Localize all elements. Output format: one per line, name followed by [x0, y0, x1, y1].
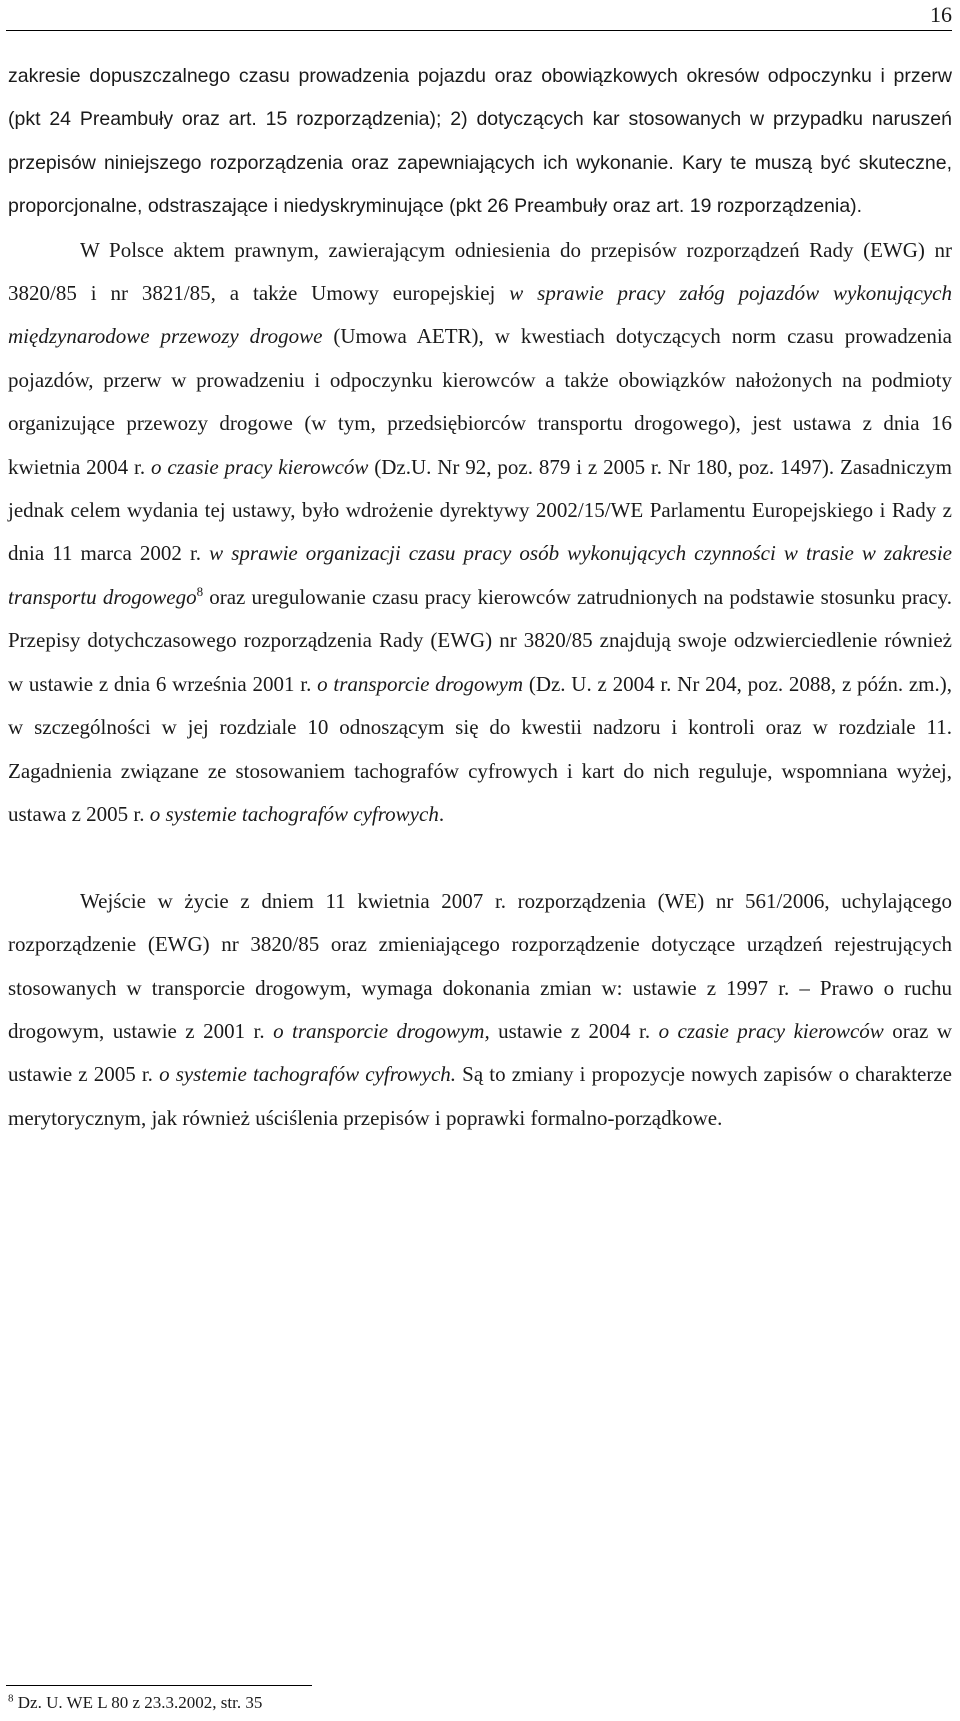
- italic-title: w sprawie pracy załóg pojazdów wykonujących międzynarodowe przewozy drogowe: [8, 281, 952, 349]
- paragraph-changes: [8, 880, 952, 1140]
- italic-title: o czasie pracy kierowców: [658, 1018, 884, 1043]
- paragraph-text: oraz w ustawie z 2005 r.: [8, 1018, 952, 1087]
- paragraph-text: oraz uregulowanie czasu pracy kierowców zatrudnionych na podstawie stosunku pracy. Przepisy dotychczasowego rozporządzenia Rady (EWG) nr 3820/85 znajdują swoje odzwierciedlenie również w ustawie z dnia 6 września 2001 r.: [8, 584, 952, 696]
- italic-title: o transporcie drogowym: [317, 671, 524, 696]
- footnote-text: Dz. U. WE L 80 z 23.3.2002, str. 35: [13, 1693, 263, 1712]
- italic-title: w sprawie organizacji czasu pracy osób wykonujących czynności w trasie w zakresie transportu drogowego: [8, 541, 952, 609]
- paragraph-text: zakresie dopuszczalnego czasu prowadzenia pojazdu oraz obowiązkowych okresów odpoczynku i przerw (pkt 24 Preambuły oraz art. 15 rozporządzenia); 2) dotyczących kar stosowanych w przypadku naruszeń przepisów niniejszego rozporządzenia oraz zapewniających ich wykonanie. Kary te muszą być skuteczne, proporcjonalne, odstraszające i niedyskryminujące (pkt 26 Preambuły oraz art. 19 rozporządzenia).: [8, 65, 952, 218]
- paragraph-text: jest ustawa z dnia 16 kwietnia 2004 r.: [8, 411, 952, 479]
- footnote-rule: [6, 1685, 312, 1686]
- footnote-marker: 8: [8, 1692, 14, 1705]
- paragraph-legal-acts: [8, 229, 952, 837]
- italic-title: o transporcie drogowym,: [273, 1018, 490, 1043]
- paragraph-text: ustawie z 2004 r.: [489, 1018, 659, 1043]
- body-text: [8, 55, 952, 1140]
- italic-title: o systemie tachografów cyfrowych: [149, 801, 439, 826]
- italic-title: o czasie pracy kierowców: [150, 454, 369, 479]
- paragraph-text: (Umowa AETR), w kwestiach dotyczących norm czasu prowadzenia pojazdów, przerw w prowadzeniu i odpoczynku kierowców a także obowiązków nałożonych na podmioty organizujące przewozy drogowe (w tym, przedsiębiorców transportu drogowego),: [8, 324, 952, 436]
- paragraph-text: W Polsce aktem prawnym, zawierającym odniesienia do przepisów rozporządzeń Rady (EWG) nr 3820/85 i nr 3821/85, a także Umowy europejskiej: [8, 237, 952, 306]
- footnote: [8, 1692, 262, 1714]
- paragraph-text: .: [438, 801, 445, 826]
- footnote-reference: 8: [196, 583, 204, 599]
- paragraph-text: (Dz. U. z 2004 r. Nr 204, poz. 2088, z późn. zm.), w szczególności w jej rozdziale 10 odnoszącym się do kwestii nadzoru i kontroli oraz w rozdziale 11. Zagadnienia związane ze stosowaniem tachografów cyfrowych i kart do nich reguluje, wspomniana wyżej, ustawa z 2005 r.: [8, 671, 953, 826]
- paragraph-text: Są to zmiany i propozycje nowych zapisów o charakterze merytorycznym, jak również uściślenia przepisów i poprawki formalno-porządkowe.: [8, 1062, 952, 1130]
- paragraph-text: (Dz.U. Nr 92, poz. 879 i z 2005 r. Nr 180, poz. 1497). Zasadniczym jednak celem wydania tej ustawy, było wdrożenie dyrektywy 2002/15/WE Parlamentu Europejskiego i Rady z dnia 11 marca 2002 r.: [8, 454, 952, 566]
- page-number: 16: [930, 2, 952, 27]
- paragraph-text: Wejście w życie z dniem 11 kwietnia 2007 r. rozporządzenia (WE) nr 561/2006, uchylającego rozporządzenie (EWG) nr 3820/85 oraz zmieniającego rozporządzenie dotyczące urządzeń rejestrujących stosowanych w transporcie drogowym, wymaga dokonania zmian w: ustawie z 1997 r. – Prawo o ruchu drogowym, ustawie z 2001 r.: [8, 888, 952, 1043]
- header-rule: [6, 30, 952, 31]
- paragraph-continuation: [8, 55, 952, 229]
- italic-title: o systemie tachografów cyfrowych.: [159, 1062, 457, 1087]
